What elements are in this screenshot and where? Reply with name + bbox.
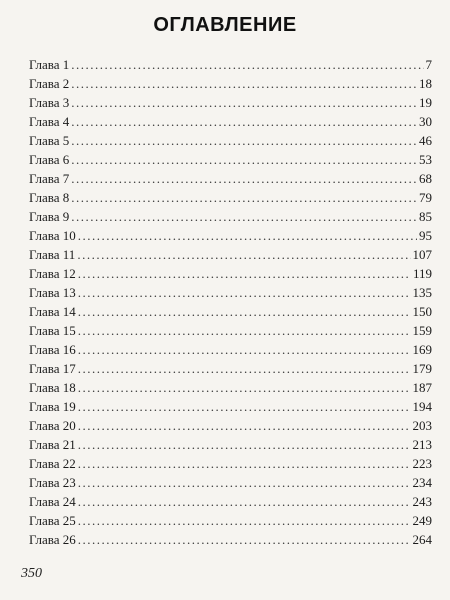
toc-entry <box>29 112 432 131</box>
dot-leader <box>71 131 417 150</box>
chapter-page-number: 95 <box>419 228 432 243</box>
dot-leader <box>71 207 417 226</box>
dot-leader <box>78 378 411 397</box>
toc-entry <box>29 264 432 283</box>
chapter-label: Глава 19 <box>29 399 76 414</box>
chapter-page-number: 46 <box>419 133 432 148</box>
dot-leader <box>78 473 411 492</box>
table-of-contents <box>29 55 432 549</box>
chapter-label: Глава 25 <box>29 513 76 528</box>
dot-leader <box>78 283 411 302</box>
chapter-label: Глава 7 <box>29 171 70 186</box>
toc-entry <box>29 131 432 150</box>
chapter-page-number: 79 <box>419 190 432 205</box>
chapter-page-number: 68 <box>419 171 432 186</box>
toc-entry <box>29 397 432 416</box>
dot-leader <box>78 397 411 416</box>
toc-entry <box>29 302 432 321</box>
chapter-label: Глава 22 <box>29 456 76 471</box>
toc-entry <box>29 530 432 549</box>
chapter-page-number: 223 <box>412 456 432 471</box>
chapter-page-number: 194 <box>412 399 432 414</box>
chapter-label: Глава 24 <box>29 494 76 509</box>
toc-entry <box>29 321 432 340</box>
chapter-label: Глава 3 <box>29 95 70 110</box>
chapter-label: Глава 11 <box>29 247 76 262</box>
chapter-label: Глава 10 <box>29 228 76 243</box>
dot-leader <box>71 112 417 131</box>
chapter-label: Глава 17 <box>29 361 76 376</box>
toc-entry <box>29 340 432 359</box>
dot-leader <box>78 321 411 340</box>
chapter-label: Глава 1 <box>29 57 70 72</box>
chapter-page-number: 249 <box>412 513 432 528</box>
chapter-label: Глава 14 <box>29 304 76 319</box>
toc-entry <box>29 169 432 188</box>
page-title: ОГЛАВЛЕНИЕ <box>153 14 297 36</box>
dot-leader <box>78 454 411 473</box>
dot-leader <box>77 245 410 264</box>
chapter-label: Глава 9 <box>29 209 70 224</box>
chapter-page-number: 203 <box>412 418 432 433</box>
toc-entry <box>29 454 432 473</box>
chapter-page-number: 243 <box>412 494 432 509</box>
dot-leader <box>71 74 417 93</box>
dot-leader <box>78 226 417 245</box>
dot-leader <box>78 511 411 530</box>
dot-leader <box>78 492 411 511</box>
chapter-page-number: 234 <box>412 475 432 490</box>
chapter-label: Глава 5 <box>29 133 70 148</box>
chapter-label: Глава 21 <box>29 437 76 452</box>
chapter-page-number: 18 <box>419 76 432 91</box>
chapter-page-number: 159 <box>412 323 432 338</box>
chapter-page-number: 19 <box>419 95 432 110</box>
toc-entry <box>29 207 432 226</box>
chapter-page-number: 7 <box>425 57 432 72</box>
chapter-page-number: 150 <box>412 304 432 319</box>
toc-entry <box>29 435 432 454</box>
toc-entry <box>29 74 432 93</box>
toc-entry <box>29 511 432 530</box>
chapter-label: Глава 12 <box>29 266 76 281</box>
chapter-label: Глава 20 <box>29 418 76 433</box>
toc-entry <box>29 93 432 112</box>
chapter-label: Глава 2 <box>29 76 70 91</box>
chapter-page-number: 119 <box>412 266 432 281</box>
chapter-label: Глава 16 <box>29 342 76 357</box>
chapter-page-number: 53 <box>419 152 432 167</box>
dot-leader <box>71 93 417 112</box>
chapter-page-number: 85 <box>419 209 432 224</box>
chapter-page-number: 107 <box>412 247 432 262</box>
chapter-label: Глава 6 <box>29 152 70 167</box>
toc-entry <box>29 150 432 169</box>
chapter-label: Глава 13 <box>29 285 76 300</box>
dot-leader <box>78 530 411 549</box>
chapter-page-number: 264 <box>412 532 432 547</box>
chapter-page-number: 135 <box>412 285 432 300</box>
chapter-page-number: 169 <box>412 342 432 357</box>
dot-leader <box>78 340 411 359</box>
toc-entry <box>29 226 432 245</box>
toc-entry <box>29 473 432 492</box>
chapter-page-number: 187 <box>412 380 432 395</box>
toc-entry <box>29 359 432 378</box>
toc-entry <box>29 492 432 511</box>
dot-leader <box>78 359 411 378</box>
chapter-label: Глава 15 <box>29 323 76 338</box>
dot-leader <box>78 302 411 321</box>
dot-leader <box>71 188 417 207</box>
dot-leader <box>71 55 423 74</box>
dot-leader <box>71 150 417 169</box>
chapter-label: Глава 23 <box>29 475 76 490</box>
dot-leader <box>78 435 411 454</box>
chapter-page-number: 30 <box>419 114 432 129</box>
chapter-label: Глава 18 <box>29 380 76 395</box>
chapter-label: Глава 8 <box>29 190 70 205</box>
toc-entry <box>29 188 432 207</box>
chapter-label: Глава 4 <box>29 114 70 129</box>
page-number: 350 <box>21 566 42 581</box>
dot-leader <box>71 169 417 188</box>
toc-entry <box>29 245 432 264</box>
toc-entry <box>29 283 432 302</box>
toc-entry <box>29 416 432 435</box>
toc-entry <box>29 55 432 74</box>
chapter-page-number: 179 <box>412 361 432 376</box>
toc-entry <box>29 378 432 397</box>
chapter-label: Глава 26 <box>29 532 76 547</box>
chapter-page-number: 213 <box>412 437 432 452</box>
dot-leader <box>78 264 411 283</box>
dot-leader <box>78 416 411 435</box>
